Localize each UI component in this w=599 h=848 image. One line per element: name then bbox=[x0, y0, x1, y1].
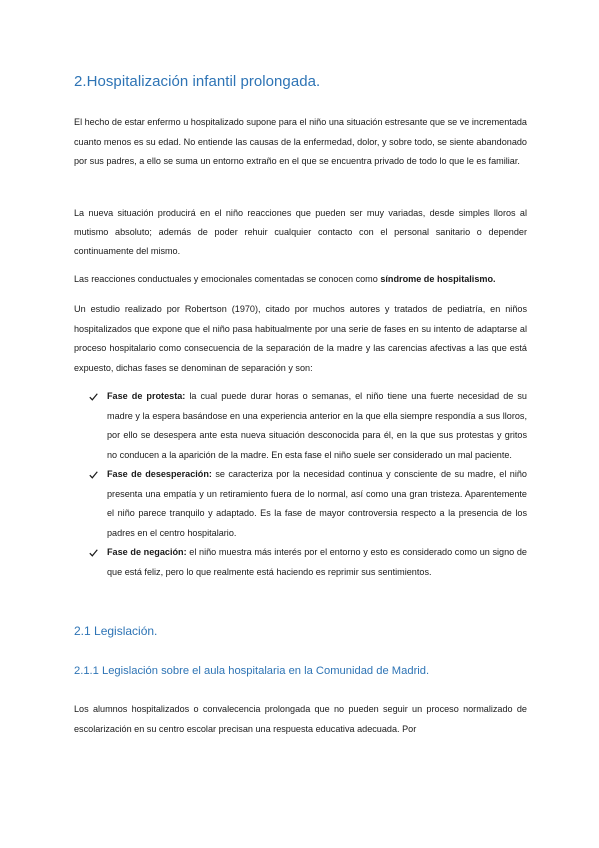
subsection-heading: 2.1 Legislación. bbox=[74, 624, 158, 638]
phase-title: Fase de desesperación: bbox=[107, 469, 212, 479]
section-heading: 2.Hospitalización infantil prolongada. bbox=[74, 73, 321, 90]
paragraph-reactions: La nueva situación producirá en el niño reacciones que pueden ser muy variadas, desde simples lloros al mutismo absoluto; además de poder rehuir cualquier contacto con el personal sanitario o depender continuamente del mismo. bbox=[74, 208, 527, 256]
phase-title: Fase de negación: bbox=[107, 547, 187, 557]
phases-list bbox=[88, 387, 527, 582]
phase-text: el niño muestra más interés por el entorno y esto es considerado como un signo de que está feliz, pero lo que realmente está haciendo es reprimir sus sentimientos. bbox=[107, 547, 527, 577]
paragraph-hospitalism bbox=[74, 270, 527, 290]
phase-title: Fase de protesta: bbox=[107, 391, 186, 401]
subsubsection-heading: 2.1.1 Legislación sobre el aula hospitalaria en la Comunidad de Madrid. bbox=[74, 665, 430, 677]
phase-item-despair bbox=[88, 465, 527, 543]
checkmark-icon bbox=[88, 543, 100, 562]
phase-item-denial bbox=[88, 543, 527, 582]
phase-text: la cual puede durar horas o semanas, el niño tiene una fuerte necesidad de su madre y la espera basándose en una experiencia anterior en la que ella siempre respondía a sus lloros, por ello se desespera ante esta nueva situación desconocida para él, en la que sus protestas y gritos no conducen a la aparición de la madre. En esta fase el niño suele ser considerado un mal paciente. bbox=[107, 391, 527, 460]
paragraph-students: Los alumnos hospitalizados o convalecencia prolongada que no pueden seguir un proceso normalizado de escolarización en su centro escolar precisan una respuesta educativa adecuada. Por bbox=[74, 704, 527, 734]
paragraph-intro: El hecho de estar enfermo u hospitalizado supone para el niño una situación estresante que se ve incrementada cuanto menos es su edad. No entiende las causas de la enfermedad, dolor, y sobre todo, se siente abandonado por sus padres, a ello se suma un entorno extraño en el que se encuentra privado de todo lo que le es familiar. bbox=[74, 117, 527, 166]
phase-item-protest bbox=[88, 387, 527, 465]
checkmark-icon bbox=[88, 465, 100, 484]
paragraph-robertson: Un estudio realizado por Robertson (1970), citado por muchos autores y tratados de pediatría, en niños hospitalizados que expone que el niño pasa habitualmente por una serie de fases en su intento de adaptarse al proceso hospitalario como consecuencia de la separación de la madre y las carencias afectivas a las que está expuesto, dichas fases se denominan de separación y son: bbox=[74, 304, 527, 373]
phase-text: se caracteriza por la necesidad continua y consciente de su madre, el niño presenta una empatía y un retiramiento fuera de lo normal, así como una gran tristeza. Aparentemente el niño parece tranquilo y adaptado. Es la fase de mayor controversia respecto a la presencia de los padres en el centro hospitalario. bbox=[107, 469, 527, 538]
hospitalism-term: síndrome de hospitalismo. bbox=[380, 274, 496, 284]
checkmark-icon bbox=[88, 387, 100, 406]
paragraph-hospitalism-text: Las reacciones conductuales y emocionales comentadas se conocen como bbox=[74, 274, 381, 284]
